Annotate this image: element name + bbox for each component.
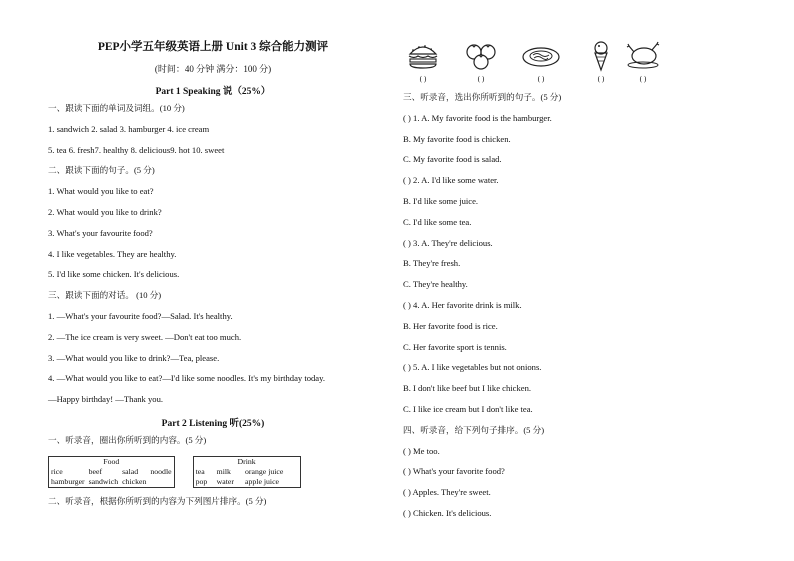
table-cell: water	[216, 476, 234, 486]
option-line: B. My favorite food is chicken.	[403, 133, 511, 144]
table-cell: salad	[122, 466, 139, 476]
dialogue-item: 1. —What's your favourite food?—Salad. It's healthy.	[48, 310, 233, 321]
dialogue-item: 4. —What would you like to eat?—I'd like some noodles. It's my birthday today.	[48, 373, 326, 384]
option-line: B. Her favorite food is rice.	[403, 320, 498, 331]
picture-item	[581, 40, 621, 83]
table-cell: hamburger	[51, 476, 85, 486]
table-cell: beef	[88, 466, 103, 476]
question-line: ( ) 4. A. Her favorite drink is milk.	[403, 299, 522, 310]
section-heading: 一、听录音，圈出你所听到的内容。(5 分)	[48, 434, 207, 445]
hamburger-icon	[406, 40, 440, 70]
option-line: B. I don't like beef but I like chicken.	[403, 383, 532, 394]
table-cell: orange juice	[245, 466, 284, 476]
sentence-item: 5. I'd like some chicken. It's delicious.	[48, 269, 180, 280]
drink-table	[193, 456, 301, 488]
dialogue-item: 2. —The ice cream is very sweet. —Don't eat too much.	[48, 331, 242, 342]
answer-paren[interactable]: ( )	[537, 74, 545, 83]
answer-paren[interactable]: ( )	[639, 74, 647, 83]
table-cell: noodle	[150, 466, 172, 476]
section-heading: 二、听录音，根据你所听到的内容为下列图片排序。(5 分)	[48, 495, 267, 506]
ordering-line: ( ) Apples. They're sweet.	[403, 487, 491, 498]
option-line: C. They're healthy.	[403, 279, 468, 290]
table-cell: apple juice	[245, 476, 280, 486]
option-line: B. They're fresh.	[403, 258, 461, 269]
section-heading: 二、跟读下面的句子。(5 分)	[48, 165, 155, 176]
table-cell: chicken	[122, 476, 147, 486]
question-line: ( ) 1. A. My favorite food is the hamburger.	[403, 112, 552, 123]
ordering-line: ( ) Me too.	[403, 445, 440, 456]
noodles-plate-icon	[521, 40, 561, 70]
section-heading: 四、听录音，给下列句子排序。(5 分)	[403, 424, 545, 435]
picture-item	[403, 40, 443, 83]
question-line: ( ) 2. A. I'd like some water.	[403, 175, 499, 186]
question-line: ( ) 5. A. I like vegetables but not onions.	[403, 362, 542, 373]
word-list-row: 5. tea 6. fresh7. healthy 8. delicious9. hot 10. sweet	[48, 144, 225, 155]
exam-subtitle: (时间：40 分钟 满分：100 分)	[154, 64, 272, 74]
ordering-line: ( ) What's your favorite food?	[403, 466, 505, 477]
dialogue-item: 3. —What would you like to drink?—Tea, please.	[48, 352, 220, 363]
food-table	[48, 456, 175, 488]
question-line: ( ) 3. A. They're delicious.	[403, 237, 493, 248]
picture-item	[623, 40, 663, 83]
table-cell: milk	[216, 466, 231, 476]
section-heading: 三、跟读下面的对话。 (10 分)	[48, 290, 162, 301]
part1-heading: Part 1 Speaking 说（25%）	[155, 87, 271, 97]
table-cell: sandwich	[88, 476, 119, 486]
sentence-item: 1. What would you like to eat?	[48, 186, 154, 197]
ordering-line: ( ) Chicken. It's delicious.	[403, 507, 492, 518]
sentence-item: 3. What's your favourite food?	[48, 227, 153, 238]
dialogue-item: —Happy birthday! —Thank you.	[48, 394, 164, 405]
roast-chicken-icon	[626, 40, 660, 70]
exam-title: PEP小学五年级英语上册 Unit 3 综合能力测评	[97, 41, 329, 53]
option-line: C. My favorite food is salad.	[403, 154, 502, 165]
tomatoes-icon	[464, 40, 498, 72]
right-column	[403, 40, 763, 529]
word-list-row: 1. sandwich 2. salad 3. hamburger 4. ice cream	[48, 123, 210, 134]
table-cell: pop	[195, 476, 208, 486]
answer-paren[interactable]: ( )	[477, 74, 485, 83]
section-heading: 一、跟读下面的单词及词组。(10 分)	[48, 103, 185, 113]
picture-item	[461, 40, 501, 83]
food-table-header: Food	[103, 456, 120, 466]
sentence-item: 2. What would you like to drink?	[48, 206, 162, 217]
answer-paren[interactable]: ( )	[597, 74, 605, 83]
part2-heading: Part 2 Listening 听(25%)	[161, 418, 265, 429]
table-cell: rice	[51, 466, 63, 476]
left-column	[48, 38, 378, 517]
picture-row	[403, 40, 763, 86]
drink-table-header: Drink	[237, 456, 256, 466]
picture-item	[521, 40, 561, 83]
ice-cream-icon	[588, 40, 614, 72]
word-tables	[48, 456, 378, 488]
section-heading: 三、听录音，选出你所听到的句子。(5 分)	[403, 92, 562, 102]
option-line: B. I'd like some juice.	[403, 195, 479, 206]
table-cell: tea	[195, 466, 205, 476]
option-line: C. Her favorite sport is tennis.	[403, 341, 507, 352]
option-line: C. I'd like some tea.	[403, 216, 472, 227]
answer-paren[interactable]: ( )	[419, 74, 427, 83]
option-line: C. I like ice cream but I don't like tea.	[403, 403, 533, 414]
sentence-item: 4. I like vegetables. They are healthy.	[48, 248, 177, 259]
table-cell	[148, 477, 174, 488]
